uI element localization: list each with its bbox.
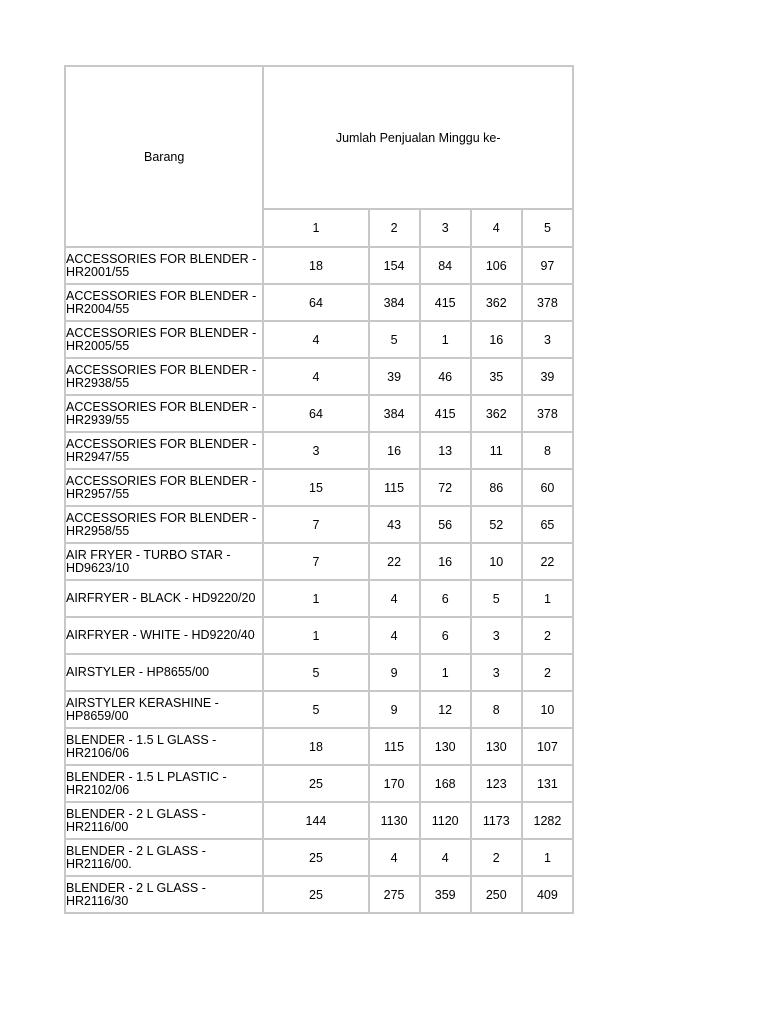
sales-value-cell: 25 [263,839,368,876]
sales-value-cell: 115 [369,469,420,506]
table-row [65,358,573,395]
item-name-cell: BLENDER - 1.5 L PLASTIC - HR2102/06 [65,765,263,802]
table-row [65,765,573,802]
sales-value-cell: 415 [420,284,471,321]
sales-value-cell: 72 [420,469,471,506]
sales-value-cell: 46 [420,358,471,395]
sales-value-cell: 39 [522,358,573,395]
sales-value-cell: 1 [420,654,471,691]
item-name-cell: ACCESSORIES FOR BLENDER - HR2939/55 [65,395,263,432]
sales-value-cell: 130 [471,728,522,765]
sales-value-cell: 4 [420,839,471,876]
sales-value-cell: 3 [263,432,368,469]
sales-value-cell: 168 [420,765,471,802]
sales-value-cell: 1 [522,580,573,617]
table-row [65,728,573,765]
item-name-cell: AIRFRYER - BLACK - HD9220/20 [65,580,263,617]
table-body [65,247,573,913]
sales-value-cell: 384 [369,395,420,432]
item-name-cell: ACCESSORIES FOR BLENDER - HR2004/55 [65,284,263,321]
sales-value-cell: 25 [263,765,368,802]
sales-value-cell: 5 [263,691,368,728]
sales-value-cell: 378 [522,395,573,432]
sales-value-cell: 1173 [471,802,522,839]
week-header: 1 [263,209,368,247]
table-row [65,691,573,728]
sales-value-cell: 1120 [420,802,471,839]
sales-value-cell: 35 [471,358,522,395]
sales-value-cell: 16 [369,432,420,469]
sales-value-cell: 56 [420,506,471,543]
sales-value-cell: 378 [522,284,573,321]
sales-table [64,65,574,914]
sales-value-cell: 3 [471,654,522,691]
sales-value-cell: 1 [420,321,471,358]
sales-value-cell: 9 [369,691,420,728]
sales-value-cell: 170 [369,765,420,802]
item-name-cell: AIRSTYLER - HP8655/00 [65,654,263,691]
sales-value-cell: 409 [522,876,573,913]
item-name-cell: BLENDER - 2 L GLASS - HR2116/00. [65,839,263,876]
sales-value-cell: 5 [471,580,522,617]
sales-value-cell: 1 [263,580,368,617]
item-name-cell: ACCESSORIES FOR BLENDER - HR2947/55 [65,432,263,469]
sales-value-cell: 107 [522,728,573,765]
sales-value-cell: 2 [471,839,522,876]
sales-value-cell: 5 [263,654,368,691]
sales-value-cell: 60 [522,469,573,506]
sales-value-cell: 250 [471,876,522,913]
table-row [65,469,573,506]
sales-value-cell: 5 [369,321,420,358]
sales-value-cell: 22 [522,543,573,580]
sales-value-cell: 359 [420,876,471,913]
table-row [65,247,573,284]
sales-value-cell: 384 [369,284,420,321]
item-name-cell: AIR FRYER - TURBO STAR - HD9623/10 [65,543,263,580]
sales-value-cell: 2 [522,654,573,691]
sales-value-cell: 84 [420,247,471,284]
sales-value-cell: 11 [471,432,522,469]
sales-value-cell: 43 [369,506,420,543]
sales-value-cell: 3 [471,617,522,654]
sales-value-cell: 123 [471,765,522,802]
item-name-cell: ACCESSORIES FOR BLENDER - HR2957/55 [65,469,263,506]
item-name-cell: AIRFRYER - WHITE - HD9220/40 [65,617,263,654]
sales-value-cell: 64 [263,284,368,321]
week-header: 2 [369,209,420,247]
sales-value-cell: 3 [522,321,573,358]
sales-value-cell: 18 [263,728,368,765]
sales-value-cell: 16 [471,321,522,358]
weekly-sales-group-header: Jumlah Penjualan Minggu ke- [263,66,573,209]
table-row [65,654,573,691]
sales-value-cell: 6 [420,617,471,654]
sales-value-cell: 52 [471,506,522,543]
table-row [65,321,573,358]
table-row [65,284,573,321]
sales-value-cell: 154 [369,247,420,284]
item-name-cell: ACCESSORIES FOR BLENDER - HR2001/55 [65,247,263,284]
sales-value-cell: 39 [369,358,420,395]
sales-value-cell: 10 [522,691,573,728]
sales-value-cell: 115 [369,728,420,765]
sales-value-cell: 12 [420,691,471,728]
sales-value-cell: 18 [263,247,368,284]
sales-value-cell: 13 [420,432,471,469]
sales-value-cell: 25 [263,876,368,913]
sales-value-cell: 4 [263,358,368,395]
item-name-cell: BLENDER - 1.5 L GLASS - HR2106/06 [65,728,263,765]
item-column-header: Barang [65,66,263,247]
sales-value-cell: 362 [471,395,522,432]
sales-value-cell: 97 [522,247,573,284]
item-name-cell: AIRSTYLER KERASHINE - HP8659/00 [65,691,263,728]
sales-value-cell: 1130 [369,802,420,839]
sales-value-cell: 131 [522,765,573,802]
sales-value-cell: 4 [369,580,420,617]
table-row [65,802,573,839]
sales-value-cell: 1282 [522,802,573,839]
item-name-cell: BLENDER - 2 L GLASS - HR2116/00 [65,802,263,839]
sales-value-cell: 362 [471,284,522,321]
sales-value-cell: 10 [471,543,522,580]
table-row [65,617,573,654]
sales-value-cell: 144 [263,802,368,839]
sales-value-cell: 16 [420,543,471,580]
table-row [65,839,573,876]
table-row [65,876,573,913]
week-header: 3 [420,209,471,247]
sales-value-cell: 4 [369,839,420,876]
sales-value-cell: 1 [263,617,368,654]
table-row [65,543,573,580]
sales-value-cell: 7 [263,543,368,580]
sales-value-cell: 7 [263,506,368,543]
table-row [65,580,573,617]
week-header: 4 [471,209,522,247]
sales-value-cell: 4 [263,321,368,358]
sales-value-cell: 65 [522,506,573,543]
sales-value-cell: 1 [522,839,573,876]
sales-value-cell: 130 [420,728,471,765]
item-name-cell: ACCESSORIES FOR BLENDER - HR2938/55 [65,358,263,395]
sales-value-cell: 8 [522,432,573,469]
item-name-cell: ACCESSORIES FOR BLENDER - HR2958/55 [65,506,263,543]
sales-value-cell: 64 [263,395,368,432]
sales-value-cell: 106 [471,247,522,284]
sales-value-cell: 2 [522,617,573,654]
sales-value-cell: 22 [369,543,420,580]
item-name-cell: ACCESSORIES FOR BLENDER - HR2005/55 [65,321,263,358]
sales-value-cell: 6 [420,580,471,617]
sales-value-cell: 8 [471,691,522,728]
sales-value-cell: 15 [263,469,368,506]
table-row [65,432,573,469]
item-name-cell: BLENDER - 2 L GLASS - HR2116/30 [65,876,263,913]
table-row [65,395,573,432]
sales-value-cell: 4 [369,617,420,654]
week-header: 5 [522,209,573,247]
table-row [65,506,573,543]
sales-value-cell: 9 [369,654,420,691]
sales-value-cell: 415 [420,395,471,432]
sales-value-cell: 275 [369,876,420,913]
sales-value-cell: 86 [471,469,522,506]
